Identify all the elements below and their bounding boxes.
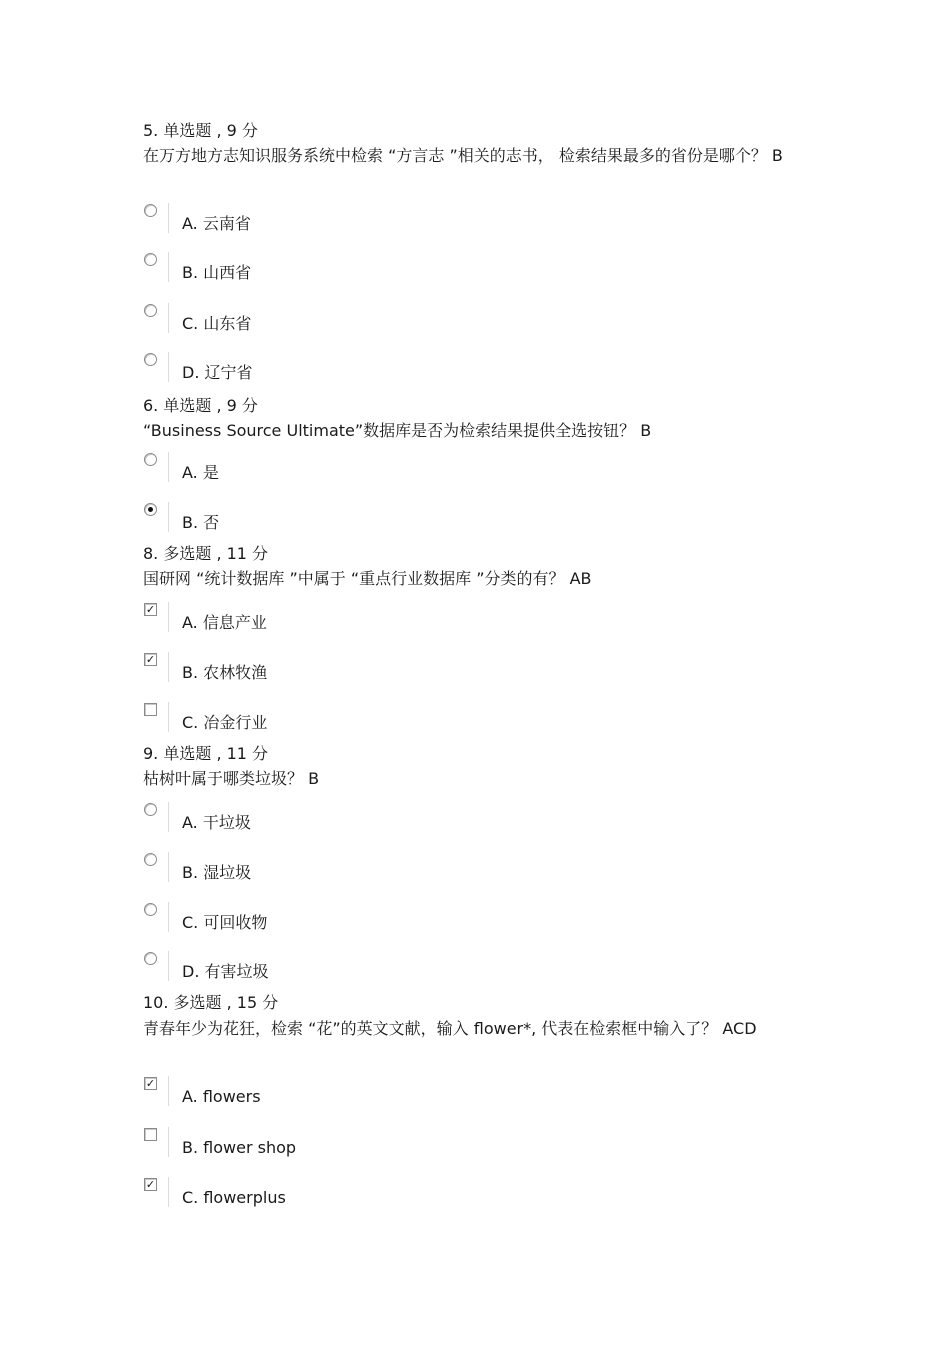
- option-label: C. 山东省: [182, 314, 252, 333]
- checkbox[interactable]: ✓: [145, 653, 156, 666]
- radio-button[interactable]: [144, 353, 157, 366]
- option-label: B. flower shop: [182, 1138, 297, 1157]
- option-label: B. 山西省: [182, 263, 252, 282]
- question-text: 国研网 “统计数据库 ”中属于 “重点行业数据库 ”分类的有？ AB: [143, 569, 592, 588]
- option-label: B. 否: [182, 513, 220, 532]
- question-text: 青春年少为花狂，检索 “花”的英文文献，输入 flower*, 代表在检索框中输入了？ ACD: [143, 1019, 757, 1038]
- checkbox[interactable]: ✓: [145, 1077, 156, 1090]
- option-row[interactable]: [143, 303, 543, 335]
- option-label: D. 有害垃圾: [182, 962, 269, 981]
- radio-button[interactable]: [144, 304, 157, 317]
- checkbox[interactable]: [144, 703, 157, 716]
- option-label: C. flowerplus: [182, 1188, 286, 1207]
- radio-button[interactable]: [144, 253, 157, 266]
- option-label: A. 是: [182, 463, 219, 482]
- option-row[interactable]: [143, 852, 543, 884]
- option-row[interactable]: [143, 902, 543, 934]
- question-header: 9. 单选题 , 11 分: [143, 744, 269, 763]
- question-text: 在万方地方志知识服务系统中检索 “方言志 ”相关的志书， 检索结果最多的省份是哪个？ B: [143, 146, 783, 165]
- question-text: “Business Source Ultimate”数据库是否为检索结果提供全选按钮？ B: [143, 421, 652, 440]
- question-header: 8. 多选题 , 11 分: [143, 544, 269, 563]
- radio-button[interactable]: [144, 453, 157, 466]
- option-label: B. 农林牧渔: [182, 663, 268, 682]
- question-header: 10. 多选题 , 15 分: [143, 993, 279, 1012]
- option-row[interactable]: [143, 1076, 543, 1108]
- radio-button[interactable]: [144, 503, 157, 516]
- option-row[interactable]: [143, 951, 543, 983]
- question-text: 枯树叶属于哪类垃圾？ B: [143, 769, 320, 788]
- option-row[interactable]: [143, 1127, 543, 1159]
- radio-button[interactable]: [144, 903, 157, 916]
- checkbox[interactable]: ✓: [145, 603, 156, 616]
- radio-button[interactable]: [144, 204, 157, 217]
- option-label: C. 冶金行业: [182, 713, 268, 732]
- option-row[interactable]: [143, 252, 543, 284]
- option-row[interactable]: [143, 702, 543, 734]
- option-row[interactable]: [143, 1177, 543, 1209]
- question-header: 6. 单选题 , 9 分: [143, 396, 258, 415]
- question-header: 5. 单选题 , 9 分: [143, 121, 258, 140]
- option-label: A. 云南省: [182, 214, 251, 233]
- option-label: D. 辽宁省: [182, 363, 253, 382]
- option-label: C. 可回收物: [182, 913, 268, 932]
- option-row[interactable]: [143, 452, 543, 484]
- option-row[interactable]: [143, 352, 543, 384]
- option-row[interactable]: [143, 652, 543, 684]
- option-row[interactable]: [143, 203, 543, 235]
- checkbox[interactable]: [144, 1128, 157, 1141]
- option-label: A. 信息产业: [182, 613, 267, 632]
- option-label: A. flowers: [182, 1087, 261, 1106]
- option-row[interactable]: [143, 502, 543, 534]
- radio-button[interactable]: [144, 952, 157, 965]
- option-row[interactable]: [143, 802, 543, 834]
- option-label: B. 湿垃圾: [182, 863, 252, 882]
- option-row[interactable]: [143, 602, 543, 634]
- radio-button[interactable]: [144, 853, 157, 866]
- checkbox[interactable]: ✓: [145, 1178, 156, 1191]
- option-label: A. 干垃圾: [182, 813, 251, 832]
- radio-button[interactable]: [144, 803, 157, 816]
